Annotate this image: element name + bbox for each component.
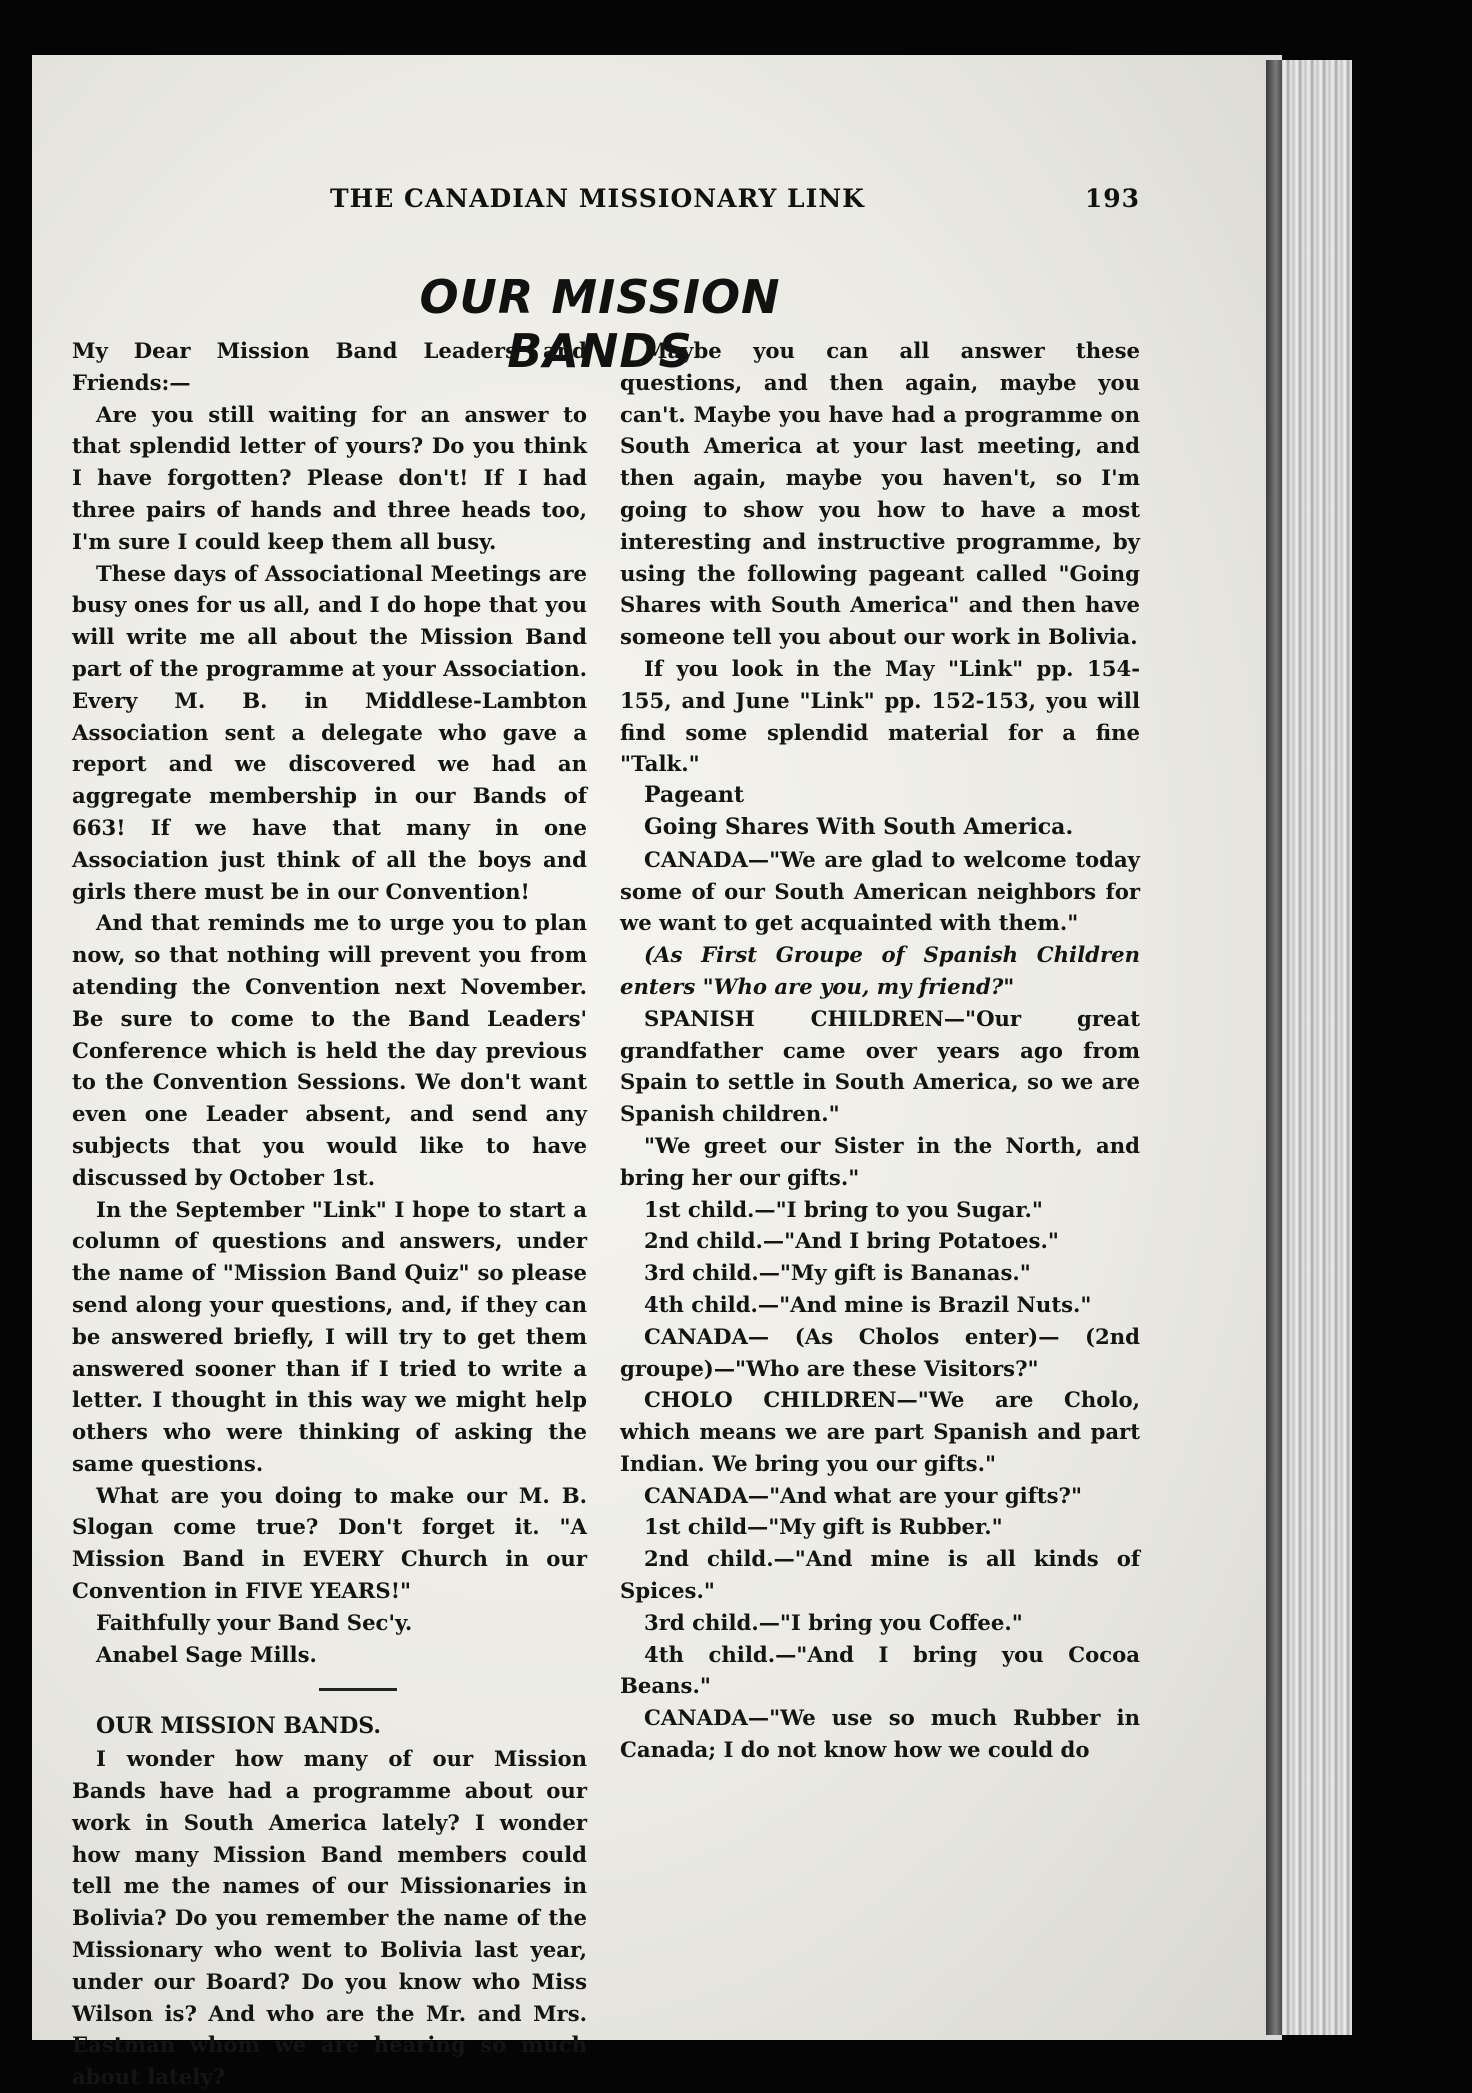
pageant-line: 1st child.—"I bring to you Sugar."	[644, 1196, 1043, 1222]
left-column	[72, 335, 587, 2093]
pageant-line: 1st child—"My gift is Rubber."	[644, 1514, 1003, 1540]
pageant-line: 3rd child.—"I bring you Coffee."	[644, 1609, 1023, 1635]
letter-paragraph-1: Are you still waiting for an answer to that splendid letter of yours? Do you think I have forgotten? Please don't! If I had three pairs of hands and three heads too, I'm sure I could keep them all busy.	[72, 401, 587, 554]
section-paragraph-2: Maybe you can all answer these questions, and then again, maybe you can't. Maybe you have had a programme on South America at your last meeting, and then again, maybe you haven't, so I'm going to show you how to have a most interesting and instructive programme, by using the following pageant called "Going Shares with South America" and then have someone tell you about our work in Bolivia.	[620, 338, 1140, 650]
pageant-line: 4th child.—"And mine is Brazil Nuts."	[644, 1291, 1092, 1317]
pageant-line: 3rd child.—"My gift is Bananas."	[644, 1260, 1031, 1286]
pageant-line: SPANISH CHILDREN—"Our great grandfather came over years ago from Spain to settle in South America, so we are Spanish children."	[620, 1005, 1140, 1127]
pageant-line: CANADA—"We are glad to welcome today some of our South American neighbors for we want to get acquainted with them."	[620, 846, 1140, 936]
page-stack-edge	[1282, 60, 1352, 2035]
right-column-text	[620, 335, 1140, 1766]
journal-title: THE CANADIAN MISSIONARY LINK	[330, 184, 865, 213]
pageant-line: CANADA—"We use so much Rubber in Canada; I do not know how we could do	[620, 1705, 1140, 1763]
letter-paragraph-5: What are you doing to make our M. B. Slogan come true? Don't forget it. "A Mission Band in EVERY Church in our Convention in FIVE YEARS!"	[72, 1482, 587, 1604]
section-banner: OUR MISSION BANDS	[419, 270, 781, 378]
section-heading: OUR MISSION BANDS.	[96, 1713, 382, 1740]
pageant-line: "We greet our Sister in the North, and bring her our gifts."	[620, 1132, 1140, 1190]
page-number: 193	[1084, 184, 1140, 213]
letter-closing: Faithfully your Band Sec'y.	[96, 1609, 413, 1635]
running-header	[300, 176, 1220, 216]
letter-salutation: My Dear Mission Band Leaders and Friends:—	[72, 338, 587, 395]
letter-paragraph-2: These days of Associational Meetings are busy ones for us all, and I do hope that you will write me all about the Mission Band part of the programme at your Association. Every M. B. in Middlese-Lambton Association sent a delegate who gave a report and we discovered we had an aggregate membership in our Bands of 663! If we have that many in one Association just think of all the boys and girls there must be in our Convention!	[72, 560, 587, 904]
section-paragraph-1: I wonder how many of our Mission Bands have had a programme about our work in South America lately? I wonder how many Mission Band members could tell me the names of our Missionaries in Bolivia? Do you remember the name of the Missionary who went to Bolivia last year, under our Board? Do you know who Miss Wilson is? And who are the Mr. and Mrs. Eastman whom we are hearing so much about lately?	[72, 1746, 587, 2090]
pageant-line: CANADA— (As Cholos enter)— (2nd groupe)—"Who are these Visitors?"	[620, 1323, 1140, 1381]
letter-paragraph-3: And that reminds me to urge you to plan now, so that nothing will prevent you from atending the Convention next November. Be sure to come to the Band Leaders' Conference which is held the day previous to the Convention Sessions. We don't want even one Leader absent, and send any subjects that you would like to have discussed by October 1st.	[72, 910, 587, 1190]
pageant-line: 2nd child.—"And I bring Potatoes."	[644, 1228, 1059, 1254]
letter-paragraph-4: In the September "Link" I hope to start a column of questions and answers, under the name of "Mission Band Quiz" so please send along your questions, and, if they can be answered briefly, I will try to get them answered sooner than if I tried to write a letter. I thought in this way we might help others who were thinking of asking the same questions.	[72, 1196, 587, 1476]
letter-signature: Anabel Sage Mills.	[96, 1641, 317, 1667]
section-paragraph-3: If you look in the May "Link" pp. 154-155, and June "Link" pp. 152-153, you will find some splendid material for a fine "Talk."	[620, 655, 1140, 777]
pageant-line: CANADA—"And what are your gifts?"	[644, 1482, 1082, 1508]
pageant-heading: Pageant	[644, 782, 744, 809]
pageant-line: (As First Groupe of Spanish Children enters "Who are you, my friend?"	[620, 942, 1140, 999]
pageant-subtitle: Going Shares With South America.	[644, 813, 1074, 840]
pageant-line: CHOLO CHILDREN—"We are Cholo, which means we are part Spanish and part Indian. We bring you our gifts."	[620, 1387, 1140, 1476]
divider-rule	[319, 1688, 397, 1691]
pageant-line: 2nd child.—"And mine is all kinds of Spices."	[620, 1546, 1140, 1604]
pageant-line: 4th child.—"And I bring you Cocoa Beans."	[620, 1641, 1140, 1699]
